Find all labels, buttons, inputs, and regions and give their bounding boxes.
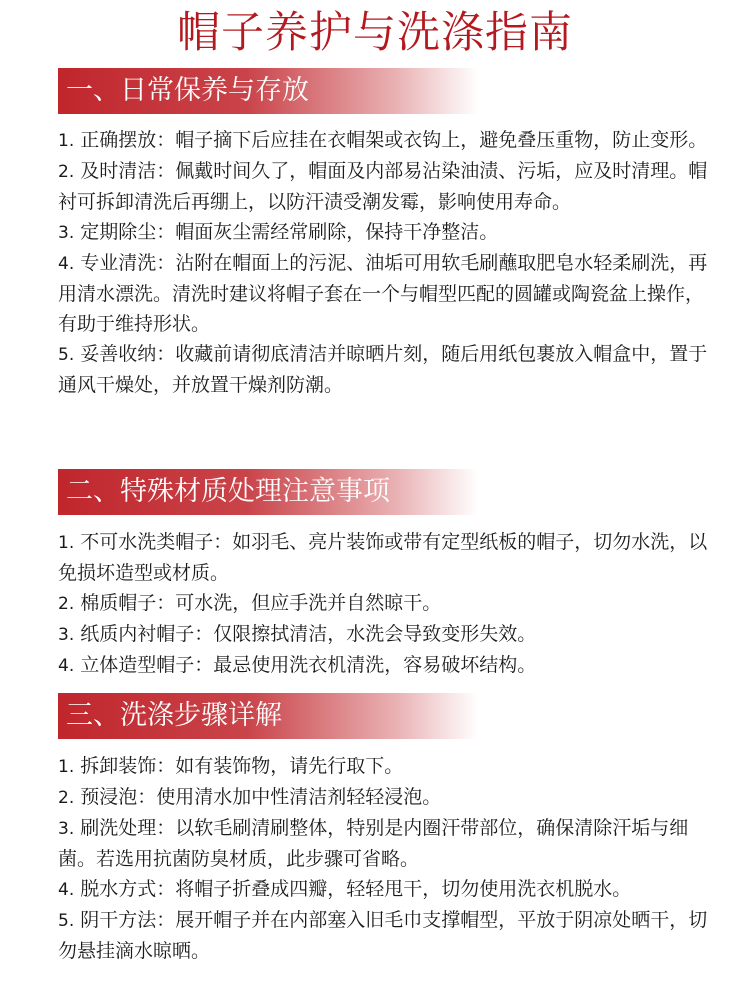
item-number: 5. bbox=[58, 911, 75, 931]
item-text: 脱水方式：将帽子折叠成四瓣，轻轻甩干，切勿使用洗衣机脱水。 bbox=[80, 878, 632, 900]
item-number: 1. bbox=[58, 533, 75, 553]
item-number: 2. bbox=[58, 788, 75, 808]
item-text: 刷洗处理：以软毛刷清刷整体，特别是内圈汗带部位，确保清除汗垢与细菌。若选用抗菌防臭材质，此步骤可省略。 bbox=[58, 817, 689, 870]
list-item bbox=[58, 650, 708, 681]
page-title: 帽子养护与洗涤指南 bbox=[177, 8, 573, 58]
item-number: 3. bbox=[58, 625, 75, 645]
item-text: 棉质帽子：可水洗，但应手洗并自然晾干。 bbox=[80, 592, 442, 614]
item-text: 专业清洗：沾附在帽面上的污泥、油垢可用软毛刷蘸取肥皂水轻柔刷洗，再用清水漂洗。清洗时建议将帽子套在一个与帽型匹配的圆罐或陶瓷盆上操作，有助于维持形状。 bbox=[58, 252, 708, 335]
section-body-special-materials bbox=[58, 527, 708, 681]
list-item bbox=[58, 248, 708, 339]
item-number: 3. bbox=[58, 223, 75, 243]
section-body-washing-steps bbox=[58, 751, 708, 966]
list-item bbox=[58, 905, 708, 966]
list-item bbox=[58, 217, 708, 248]
list-item bbox=[58, 527, 708, 588]
list-item bbox=[58, 125, 708, 156]
section-body-daily-care bbox=[58, 125, 708, 400]
section-heading-washing-steps: 三、洗涤步骤详解 bbox=[58, 693, 478, 739]
item-text: 拆卸装饰：如有装饰物，请先行取下。 bbox=[80, 755, 404, 777]
item-number: 2. bbox=[58, 594, 75, 614]
item-text: 纸质内衬帽子：仅限擦拭清洁，水洗会导致变形失效。 bbox=[80, 623, 537, 645]
item-number: 3. bbox=[58, 819, 75, 839]
section-heading-daily-care: 一、日常保养与存放 bbox=[58, 68, 478, 114]
item-text: 预浸泡：使用清水加中性清洁剂轻轻浸泡。 bbox=[80, 786, 442, 808]
list-item bbox=[58, 588, 708, 619]
item-number: 1. bbox=[58, 131, 75, 151]
list-item bbox=[58, 339, 708, 400]
item-number: 2. bbox=[58, 162, 75, 182]
item-number: 4. bbox=[58, 880, 75, 900]
item-text: 阴干方法：展开帽子并在内部塞入旧毛巾支撑帽型，平放于阴凉处晒干，切勿悬挂滴水晾晒。 bbox=[58, 909, 708, 962]
list-item bbox=[58, 619, 708, 650]
item-text: 妥善收纳：收藏前请彻底清洁并晾晒片刻，随后用纸包裹放入帽盒中，置于通风干燥处，并放置干燥剂防潮。 bbox=[58, 343, 708, 396]
list-item bbox=[58, 156, 708, 217]
item-text: 立体造型帽子：最忌使用洗衣机清洗，容易破坏结构。 bbox=[80, 654, 537, 676]
item-number: 1. bbox=[58, 757, 75, 777]
item-number: 4. bbox=[58, 254, 75, 274]
item-text: 及时清洁：佩戴时间久了，帽面及内部易沾染油渍、污垢，应及时清理。帽衬可拆卸清洗后再绷上，以防汗渍受潮发霉，影响使用寿命。 bbox=[58, 160, 708, 213]
list-item bbox=[58, 751, 708, 782]
list-item bbox=[58, 782, 708, 813]
item-text: 正确摆放：帽子摘下后应挂在衣帽架或衣钩上，避免叠压重物，防止变形。 bbox=[80, 129, 708, 151]
list-item bbox=[58, 874, 708, 905]
item-text: 不可水洗类帽子：如羽毛、亮片装饰或带有定型纸板的帽子，切勿水洗，以免损坏造型或材质。 bbox=[58, 531, 708, 584]
section-heading-special-materials: 二、特殊材质处理注意事项 bbox=[58, 469, 478, 515]
item-text: 定期除尘：帽面灰尘需经常刷除，保持干净整洁。 bbox=[80, 221, 499, 243]
item-number: 5. bbox=[58, 345, 75, 365]
item-number: 4. bbox=[58, 656, 75, 676]
list-item bbox=[58, 813, 708, 874]
